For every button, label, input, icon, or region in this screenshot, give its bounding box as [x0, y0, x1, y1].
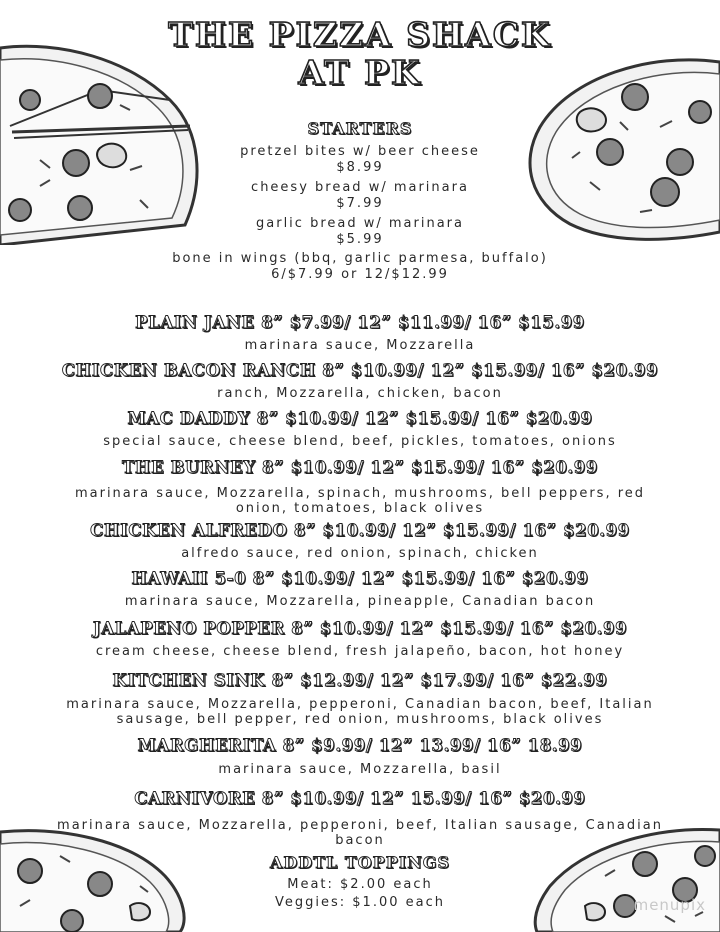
pizza-title-plain-jane: PLAIN JANE 8” $7.99/ 12” $11.99/ 16” $15.99 — [135, 313, 585, 332]
starter-item-price: $5.99 — [336, 232, 384, 247]
pizza-title-chicken-bacon-ranch: CHICKEN BACON RANCH 8” $10.99/ 12” $15.99/ 16” $20.99 — [61, 361, 659, 380]
pizza-desc-hawaii-5-0: marinara sauce, Mozzarella, pineapple, Canadian bacon — [124, 594, 596, 609]
pizza-title-margherita: MARGHERITA 8” $9.99/ 12” 13.99/ 16” 18.99 — [137, 736, 583, 755]
pizza-desc-margherita: marinara sauce, Mozzarella, basil — [218, 762, 502, 777]
pizza-desc-jalapeno-popper: cream cheese, cheese blend, fresh jalapeño, bacon, hot honey — [95, 644, 625, 659]
pizza-title-hawaii-5-0: HAWAII 5-0 8” $10.99/ 12” $15.99/ 16” $20.99 — [131, 569, 589, 588]
pizza-title-carnivore: CARNIVORE 8” $10.99/ 12” 15.99/ 16” $20.99 — [134, 789, 586, 808]
watermark-logo: menupix — [633, 896, 706, 914]
pizza-title-chicken-alfredo: CHICKEN ALFREDO 8” $10.99/ 12” $15.99/ 16” $20.99 — [90, 521, 630, 540]
menu-title-line-1: THE PIZZA SHACK — [168, 15, 552, 54]
pizza-desc-kitchen-sink: marinara sauce, Mozzarella, pepperoni, Canadian bacon, beef, Italian — [66, 697, 654, 712]
starter-item-price: $7.99 — [336, 196, 384, 211]
addtl-veggies-price: Veggies: $1.00 each — [275, 895, 445, 910]
starter-item-name: cheesy bread w/ marinara — [251, 180, 469, 195]
starters-heading: STARTERS — [307, 119, 413, 138]
pizza-desc-mac-daddy: special sauce, cheese blend, beef, pickles, tomatoes, onions — [103, 434, 617, 449]
pizza-desc-plain-jane: marinara sauce, Mozzarella — [244, 338, 476, 353]
pizza-title-the-burney: THE BURNEY 8” $10.99/ 12” $15.99/ 16” $20.99 — [122, 458, 598, 477]
starter-item-name: garlic bread w/ marinara — [256, 216, 464, 231]
pizza-desc-carnivore-cont: bacon — [335, 833, 385, 848]
menu-title-line-2: AT PK — [298, 53, 422, 92]
pizza-desc-the-burney-cont: onion, tomatoes, black olives — [235, 501, 485, 516]
pizza-desc-the-burney: marinara sauce, Mozzarella, spinach, mushrooms, bell peppers, red — [74, 486, 646, 501]
starter-item-name: pretzel bites w/ beer cheese — [240, 144, 480, 159]
pizza-desc-chicken-alfredo: alfredo sauce, red onion, spinach, chicken — [181, 546, 539, 561]
starter-item-name: bone in wings (bbq, garlic parmesa, buffalo) — [172, 251, 548, 266]
starter-item-price: 6/$7.99 or 12/$12.99 — [271, 267, 449, 282]
addtl-toppings-heading: ADDTL TOPPINGS — [269, 853, 451, 872]
pizza-title-jalapeno-popper: JALAPENO POPPER 8” $10.99/ 12” $15.99/ 16” $20.99 — [92, 619, 628, 638]
pizza-title-kitchen-sink: KITCHEN SINK 8” $12.99/ 12” $17.99/ 16” $22.99 — [112, 671, 608, 690]
starter-item-price: $8.99 — [336, 160, 384, 175]
pizza-desc-carnivore: marinara sauce, Mozzarella, pepperoni, beef, Italian sausage, Canadian — [57, 818, 663, 833]
pizza-desc-chicken-bacon-ranch: ranch, Mozzarella, chicken, bacon — [217, 386, 503, 401]
addtl-meat-price: Meat: $2.00 each — [287, 877, 433, 892]
pizza-desc-kitchen-sink-cont: sausage, bell pepper, red onion, mushrooms, black olives — [116, 712, 604, 727]
pizza-title-mac-daddy: MAC DADDY 8” $10.99/ 12” $15.99/ 16” $20.99 — [127, 409, 593, 428]
